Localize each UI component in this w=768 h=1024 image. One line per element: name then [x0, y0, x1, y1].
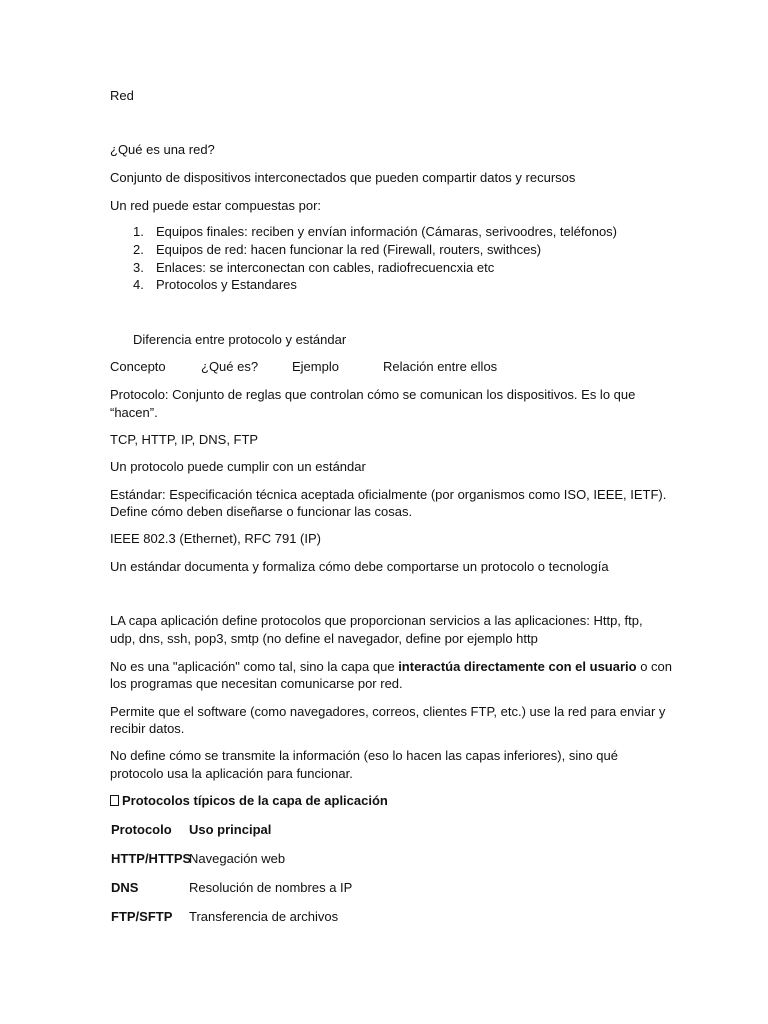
table-cell-usage: Transferencia de archivos [189, 909, 339, 924]
app-not-paragraph-cont: los programas que necesitan comunicarse por red. [110, 676, 403, 691]
intro-paragraph: Un red puede estar compuestas por: [110, 198, 322, 213]
list-item: Equipos de red: hacen funcionar la red (Firewall, routers, swithces) [156, 242, 542, 257]
table-header-protocol: Protocolo [111, 822, 172, 837]
protocol-relation: Un protocolo puede cumplir con un estándar [110, 459, 366, 474]
list-number: 3. [133, 260, 144, 275]
protocol-definition-cont: “hacen”. [110, 405, 158, 420]
app-layer-paragraph-cont: udp, dns, ssh, pop3, smtp (no define el navegador, define por ejemplo http [110, 631, 538, 646]
table-cell-usage: Navegación web [189, 851, 286, 866]
question-heading: ¿Qué es una red? [110, 142, 215, 157]
table-header-usage: Uso principal [189, 822, 272, 837]
no-define-paragraph-cont: protocolo usa la aplicación para funcionar. [110, 766, 353, 781]
standard-relation: Un estándar documenta y formaliza cómo debe comportarse un protocolo o tecnología [110, 559, 609, 574]
list-item: Equipos finales: reciben y envían información (Cámaras, serivoodres, teléfonos) [156, 224, 618, 239]
list-number: 2. [133, 242, 144, 257]
protocol-definition: Protocolo: Conjunto de reglas que controlan cómo se comunican los dispositivos. Es lo que [110, 387, 636, 402]
app-layer-paragraph: LA capa aplicación define protocolos que proporcionan servicios a las aplicaciones: Http, ftp, [110, 613, 643, 628]
list-item: Enlaces: se interconectan con cables, radiofrecuencxia etc [156, 260, 495, 275]
standard-examples: IEEE 802.3 (Ethernet), RFC 791 (IP) [110, 531, 321, 546]
standard-definition-cont: Define cómo deben diseñarse o funcionar las cosas. [110, 504, 413, 519]
section-heading: Diferencia entre protocolo y estándar [133, 332, 347, 347]
app-not-bold-text: interactúa directamente con el usuario [398, 659, 637, 674]
column-header: Ejemplo [292, 359, 339, 374]
table-heading [110, 792, 388, 809]
list-number: 1. [133, 224, 144, 239]
app-not-tail: o con [636, 659, 673, 674]
missing-glyph-icon [110, 795, 119, 806]
standard-definition: Estándar: Especificación técnica aceptada oficialmente (por organismos como ISO, IEEE, IETF). [110, 487, 667, 502]
no-define-paragraph: No define cómo se transmite la información (eso lo hacen las capas inferiores), sino qué [110, 748, 618, 763]
column-header: ¿Qué es? [201, 359, 259, 374]
column-header: Relación entre ellos [383, 359, 498, 374]
app-not-paragraph [110, 658, 672, 675]
doc-title: Red [110, 88, 134, 103]
app-not-text: No es una "aplicación" como tal, sino la capa que [110, 659, 399, 674]
table-cell-protocol: FTP/SFTP [111, 909, 173, 924]
allow-paragraph: Permite que el software (como navegadores, correos, clientes FTP, etc.) use la red para enviar y [110, 704, 666, 719]
allow-paragraph-cont: recibir datos. [110, 721, 185, 736]
definition-paragraph: Conjunto de dispositivos interconectados que pueden compartir datos y recursos [110, 170, 576, 185]
list-number: 4. [133, 277, 144, 292]
list-item: Protocolos y Estandares [156, 277, 297, 292]
table-cell-protocol: HTTP/HTTPS [111, 851, 192, 866]
protocol-examples: TCP, HTTP, IP, DNS, FTP [110, 432, 259, 447]
table-cell-usage: Resolución de nombres a IP [189, 880, 353, 895]
column-header: Concepto [110, 359, 166, 374]
table-cell-protocol: DNS [111, 880, 139, 895]
table-heading-text: Protocolos típicos de la capa de aplicación [122, 793, 388, 808]
